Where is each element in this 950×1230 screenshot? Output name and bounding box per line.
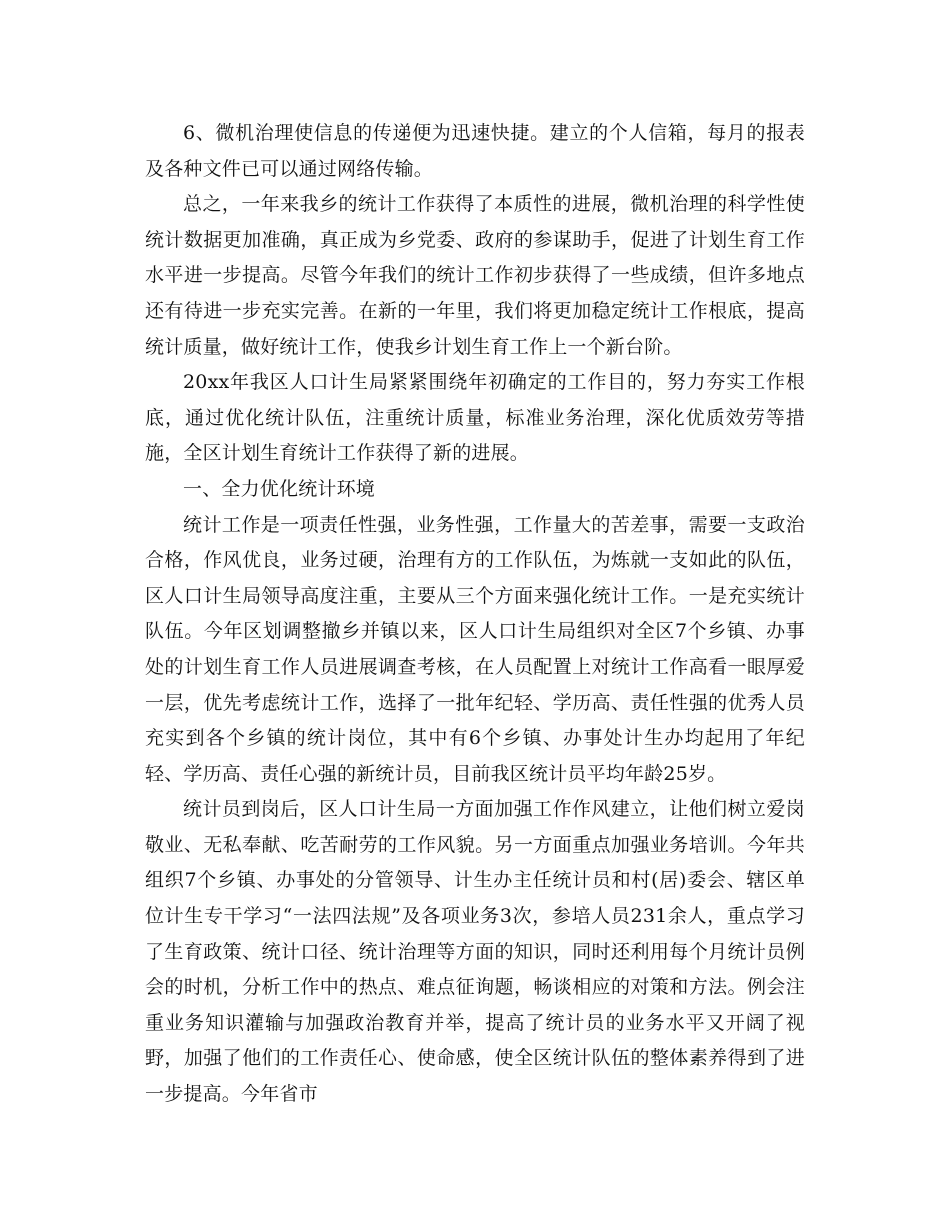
paragraph-training: 统计员到岗后，区人口计生局一方面加强工作作风建立，让他们树立爱岗敬业、无私奉献、吃苦耐劳的工作风貌。另一方面重点加强业务培训。今年共组织7个乡镇、办事处的分管领导、计生办主任统计员和村(居)委会、辖区单位计生专干学习“一法四法规”及各项业务3次，参培人员231余人，重点学习了生育政策、统计口径、统计治理等方面的知识，同时还利用每个月统计员例会的时机，分析工作中的热点、难点征询题，畅谈相应的对策和方法。例会注重业务知识灌输与加强政治教育并举，提高了统计员的业务水平又开阔了视野，加强了他们的工作责任心、使命感，使全区统计队伍的整体素养得到了进一步提高。今年省市	[145, 798, 805, 1106]
section-heading-optimize-environment: 一、全力优化统计环境	[183, 477, 376, 500]
paragraph-annual-overview: 20xx年我区人口计生局紧紧围绕年初确定的工作目的，努力夯实工作根底，通过优化统计队伍，注重统计质量，标准业务治理，深化优质效劳等措施，全区计划生育统计工作获得了新的进展。	[145, 371, 805, 465]
document-body	[145, 116, 805, 1113]
paragraph-micro-management: 6、微机治理使信息的传递便为迅速快捷。建立的个人信箱，每月的报表及各种文件已可以通过网络传输。	[145, 122, 805, 180]
paragraph-summary: 总之，一年来我乡的统计工作获得了本质性的进展，微机治理的科学性使统计数据更加准确，真正成为乡党委、政府的参谋助手，促进了计划生育工作水平进一步提高。尽管今年我们的统计工作初步获得了一些成绩，但许多地点还有待进一步充实完善。在新的一年里，我们将更加稳定统计工作根底，提高统计质量，做好统计工作，使我乡计划生育工作上一个新台阶。	[145, 193, 805, 358]
paragraph-statistics-team: 统计工作是一项责任性强，业务性强，工作量大的苦差事，需要一支政治合格，作风优良，业务过硬，治理有方的工作队伍，为炼就一支如此的队伍，区人口计生局领导高度注重，主要从三个方面来强化统计工作。一是充实统计队伍。今年区划调整撤乡并镇以来，区人口计生局组织对全区7个乡镇、办事处的计划生育工作人员进展调查考核，在人员配置上对统计工作高看一眼厚爱一层，优先考虑统计工作，选择了一批年纪轻、学历高、责任性强的优秀人员充实到各个乡镇的统计岗位，其中有6个乡镇、办事处计生办均起用了年纪轻、学历高、责任心强的新统计员，目前我区统计员平均年龄25岁。	[145, 513, 805, 785]
